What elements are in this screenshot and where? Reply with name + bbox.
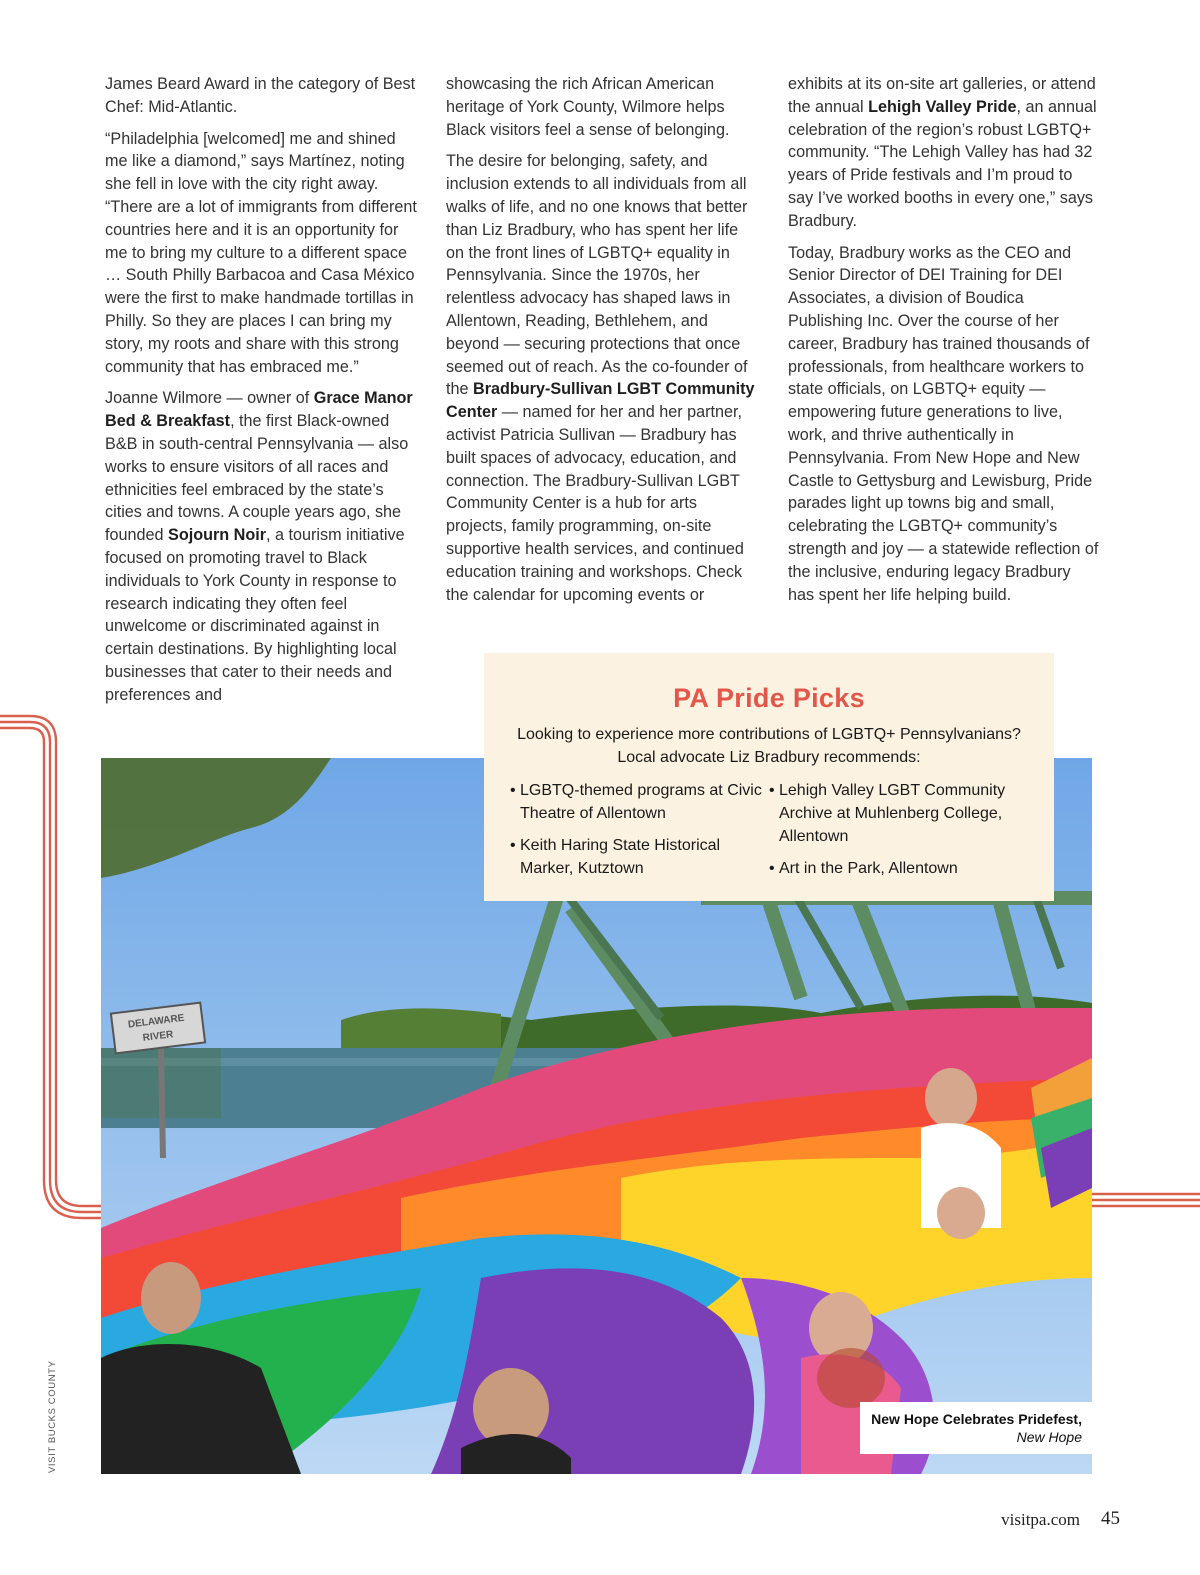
article-paragraph	[788, 73, 1100, 233]
article-paragraph	[105, 128, 417, 379]
paragraph-text: “Philadelphia [welcomed] me and shined me like a diamond,” says Martínez, noting she fell in love with the city right away. “There are a lot of immigrants from different countries here and it is an opportunity for me to bring my culture to a different space … South Philly Barbacoa and Casa México were the first to make handmade tortillas in Philly. So they are places I can bring my story, my roots and share with this strong community that has embraced me.”	[105, 129, 417, 376]
article-paragraph	[446, 150, 758, 606]
sign-line-1: DELAWARE	[127, 1012, 186, 1031]
article-column-2	[446, 73, 758, 615]
sidebar-intro	[510, 723, 1028, 769]
highlighted-venue-name: Sojourn Noir	[168, 526, 267, 545]
paragraph-text: , an annual celebration of the region’s robust LGBTQ+ community. “The Lehigh Valley has had 32 years of Pride festivals and I’m proud to say I’ve worked booths in every one,” says Bradbury.	[788, 97, 1097, 230]
highlighted-venue-name: Bradbury-Sullivan LGBT Community Center	[446, 380, 755, 422]
sidebar-list-item: • LGBTQ-themed programs at Civic Theatre of Allentown	[510, 779, 769, 825]
paragraph-text: , the first Black-owned B&B in south-central Pennsylvania — also works to ensure visitors of all races and ethnicities feel embraced by the state’s cities and towns. A couple years ago, she founded	[105, 412, 409, 545]
side-label: VISIT BUCKS COUNTY	[47, 1360, 58, 1473]
article-column-3	[788, 73, 1100, 615]
caption-location: New Hope	[1016, 1429, 1082, 1445]
paragraph-text: exhibits at its on-site art galleries, or attend the annual	[788, 75, 1096, 116]
paragraph-text: — named for her and her partner, activist Patricia Sullivan — Bradbury has built spaces of advocacy, education, and connection. The Bradbury-Sullivan LGBT Community Center is a hub for arts projects, family programming, on-site supportive health services, and continued education training and workshops. Check the calendar for upcoming events or	[446, 403, 744, 604]
sidebar-intro-line-1: Looking to experience more contributions of LGBTQ+ Pennsylvanians?	[517, 726, 1021, 743]
article-paragraph	[788, 242, 1100, 607]
sidebar-lists	[510, 779, 1028, 889]
paragraph-text: The desire for belonging, safety, and inclusion extends to all individuals from all walks of life, and no one knows that better than Liz Bradbury, who has spent her life on the front lines of LGBTQ+ equality in Pennsylvania. Since the 1970s, her relentless advocacy has shaped laws in Allentown, Reading, Bethlehem, and beyond — securing protections that once seemed out of reach. As the co-founder of the	[446, 152, 748, 399]
sidebar-list-item: • Art in the Park, Allentown	[769, 857, 1028, 880]
sidebar-intro-line-2: Local advocate Liz Bradbury recommends:	[617, 749, 921, 766]
sidebar-list-right	[769, 779, 1028, 889]
article-paragraph	[105, 73, 417, 119]
paragraph-text: , a tourism initiative focused on promoting travel to Black individuals to York County in response to research indicating they often feel unwelcome or discriminated against in certain destinations. By highlighting local businesses that cater to their needs and preferences and	[105, 526, 405, 704]
article-column-1	[105, 73, 417, 716]
footer-site[interactable]: visitpa.com	[1001, 1510, 1080, 1529]
sidebar-title: PA Pride Picks	[673, 683, 865, 713]
paragraph-text: Today, Bradbury works as the CEO and Senior Director of DEI Training for DEI Associates, a division of Boudica Publishing Inc. Over the course of her career, Bradbury has trained thousands of professionals, from healthcare workers to state officials, on LGBTQ+ equity — empowering future generations to live, work, and thrive authentically in Pennsylvania. From New Hope and New Castle to Gettysburg and Lewisburg, Pride parades light up towns big and small, celebrating the LGBTQ+ community’s strength and joy — a statewide reflection of the inclusive, enduring legacy Bradbury has spent her life helping build.	[788, 243, 1099, 604]
article-paragraph	[105, 387, 417, 706]
paragraph-text: showcasing the rich African American heritage of York County, Wilmore helps Black visitors feel a sense of belonging.	[446, 75, 730, 139]
highlighted-venue-name: Lehigh Valley Pride	[868, 97, 1017, 116]
sign-line-2: RIVER	[142, 1029, 174, 1044]
photo-caption	[860, 1402, 1092, 1454]
paragraph-text: James Beard Award in the category of Best Chef: Mid-Atlantic.	[105, 75, 416, 116]
sidebar-list-left	[510, 779, 769, 889]
caption-title: New Hope Celebrates Pridefest,	[871, 1411, 1082, 1427]
article-paragraph	[446, 73, 758, 141]
highlighted-venue-name: Grace Manor Bed & Breakfast	[105, 389, 413, 431]
page-number: 45	[1101, 1508, 1120, 1529]
pa-pride-picks-box	[484, 653, 1054, 901]
sidebar-list-item: • Lehigh Valley LGBT Community Archive at Muhlenberg College, Allentown	[769, 779, 1028, 848]
paragraph-text: Joanne Wilmore — owner of	[105, 389, 314, 408]
sidebar-list-item: • Keith Haring State Historical Marker, Kutztown	[510, 834, 769, 880]
